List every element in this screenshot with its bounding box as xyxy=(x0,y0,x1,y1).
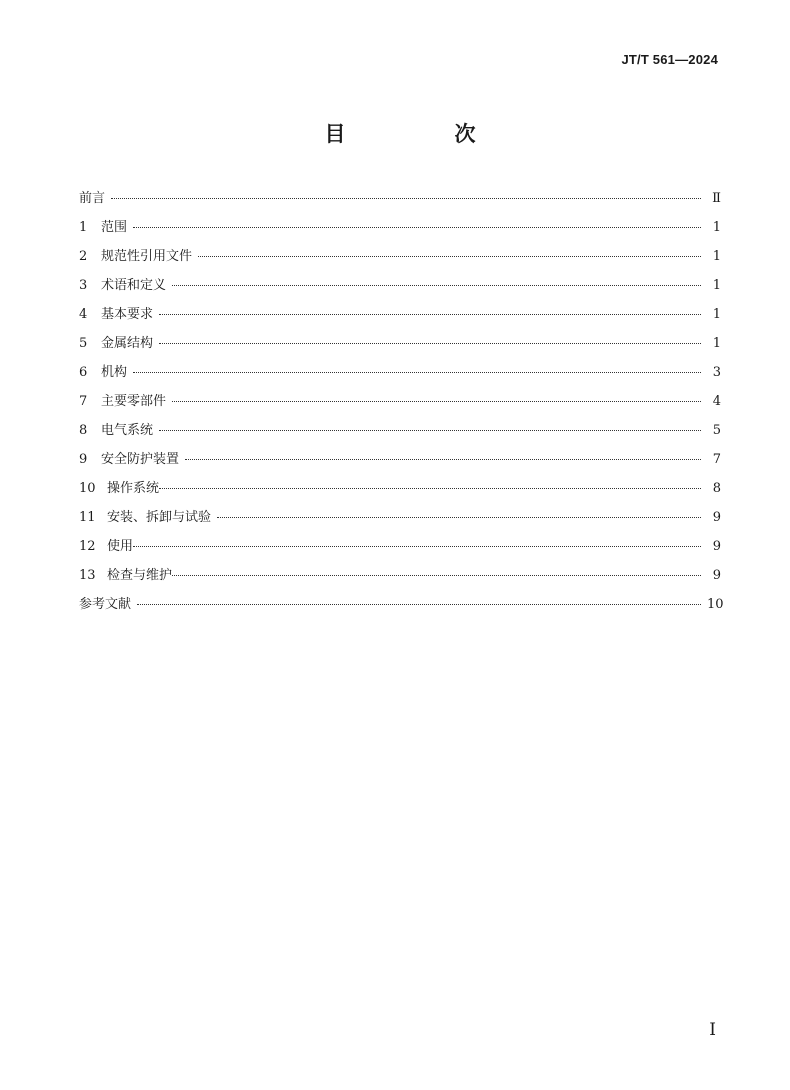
toc-entry-page: 7 xyxy=(712,452,721,467)
toc-entry-number: 4 xyxy=(79,307,88,322)
dot-leader xyxy=(172,285,701,286)
toc-entry-label: 机构 xyxy=(101,365,128,380)
dot-leader xyxy=(111,198,701,199)
dot-leader xyxy=(217,517,701,518)
toc-entry-number: 1 xyxy=(79,220,88,235)
toc-entry-label: 检查与维护 xyxy=(107,568,173,583)
toc-entry-label: 术语和定义 xyxy=(101,278,167,293)
page-number: I xyxy=(709,1020,716,1040)
toc-entry-page: 8 xyxy=(712,481,721,496)
toc-entry-number: 2 xyxy=(79,249,88,264)
toc-entry-page: 1 xyxy=(712,249,721,264)
toc-entry-number: 10 xyxy=(79,481,96,496)
toc-entry-number: 12 xyxy=(79,539,96,554)
dot-leader xyxy=(172,401,701,402)
toc-entry-2[interactable] xyxy=(79,245,721,274)
toc-entry-page: 1 xyxy=(712,278,721,293)
dot-leader xyxy=(133,546,701,547)
toc-entry-page: 1 xyxy=(712,220,721,235)
standard-code: JT/T 561—2024 xyxy=(621,52,718,67)
toc-entry-label: 安全防护装置 xyxy=(101,452,180,467)
toc-entry-3[interactable] xyxy=(79,274,721,303)
toc-entry-page: 5 xyxy=(712,423,721,438)
toc-entry-label: 范围 xyxy=(101,220,128,235)
toc-entry-5[interactable] xyxy=(79,332,721,361)
toc-entry-page: 1 xyxy=(712,336,721,351)
dot-leader xyxy=(185,459,701,460)
toc-entry-page: 9 xyxy=(712,539,721,554)
toc-entry-label: 安装、拆卸与试验 xyxy=(107,510,212,525)
toc-entry-page: 1 xyxy=(712,307,721,322)
toc-entry-6[interactable] xyxy=(79,361,721,390)
toc-entry-page: 9 xyxy=(712,510,721,525)
toc-entry-label: 使用 xyxy=(107,539,134,554)
toc-entry-12[interactable] xyxy=(79,535,721,564)
toc-entry-label: 主要零部件 xyxy=(101,394,167,409)
toc-entry-label: 金属结构 xyxy=(101,336,154,351)
dot-leader xyxy=(159,343,701,344)
dot-leader xyxy=(159,430,701,431)
table-of-contents xyxy=(79,187,724,622)
dot-leader xyxy=(198,256,701,257)
dot-leader xyxy=(172,575,701,576)
toc-entry-13[interactable] xyxy=(79,564,721,593)
toc-entry-bibliography[interactable] xyxy=(79,593,724,622)
toc-entry-page: 10 xyxy=(707,597,724,612)
toc-entry-7[interactable] xyxy=(79,390,721,419)
dot-leader xyxy=(159,488,701,489)
toc-entry-page: 9 xyxy=(712,568,721,583)
toc-entry-number: 8 xyxy=(79,423,88,438)
toc-entry-label: 规范性引用文件 xyxy=(101,249,193,264)
toc-entry-4[interactable] xyxy=(79,303,721,332)
toc-entry-number: 9 xyxy=(79,452,88,467)
toc-entry-foreword[interactable] xyxy=(79,187,721,216)
toc-entry-number: 7 xyxy=(79,394,88,409)
dot-leader xyxy=(159,314,701,315)
dot-leader xyxy=(137,604,701,605)
toc-entry-page: 4 xyxy=(712,394,721,409)
toc-entry-page: Ⅱ xyxy=(712,191,721,206)
toc-entry-10[interactable] xyxy=(79,477,721,506)
toc-entry-9[interactable] xyxy=(79,448,721,477)
page-title: 目 次 xyxy=(324,122,520,146)
toc-entry-number: 5 xyxy=(79,336,88,351)
toc-entry-number: 11 xyxy=(79,510,96,525)
toc-entry-number: 3 xyxy=(79,278,88,293)
toc-entry-label: 操作系统 xyxy=(107,481,160,496)
toc-entry-8[interactable] xyxy=(79,419,721,448)
dot-leader xyxy=(133,372,701,373)
toc-entry-label: 前言 xyxy=(79,191,106,206)
toc-entry-label: 基本要求 xyxy=(101,307,154,322)
dot-leader xyxy=(133,227,701,228)
toc-entry-1[interactable] xyxy=(79,216,721,245)
toc-entry-label: 电气系统 xyxy=(101,423,154,438)
toc-entry-number: 13 xyxy=(79,568,96,583)
toc-entry-11[interactable] xyxy=(79,506,721,535)
toc-entry-label: 参考文献 xyxy=(79,597,132,612)
toc-entry-number: 6 xyxy=(79,365,88,380)
toc-entry-page: 3 xyxy=(712,365,721,380)
